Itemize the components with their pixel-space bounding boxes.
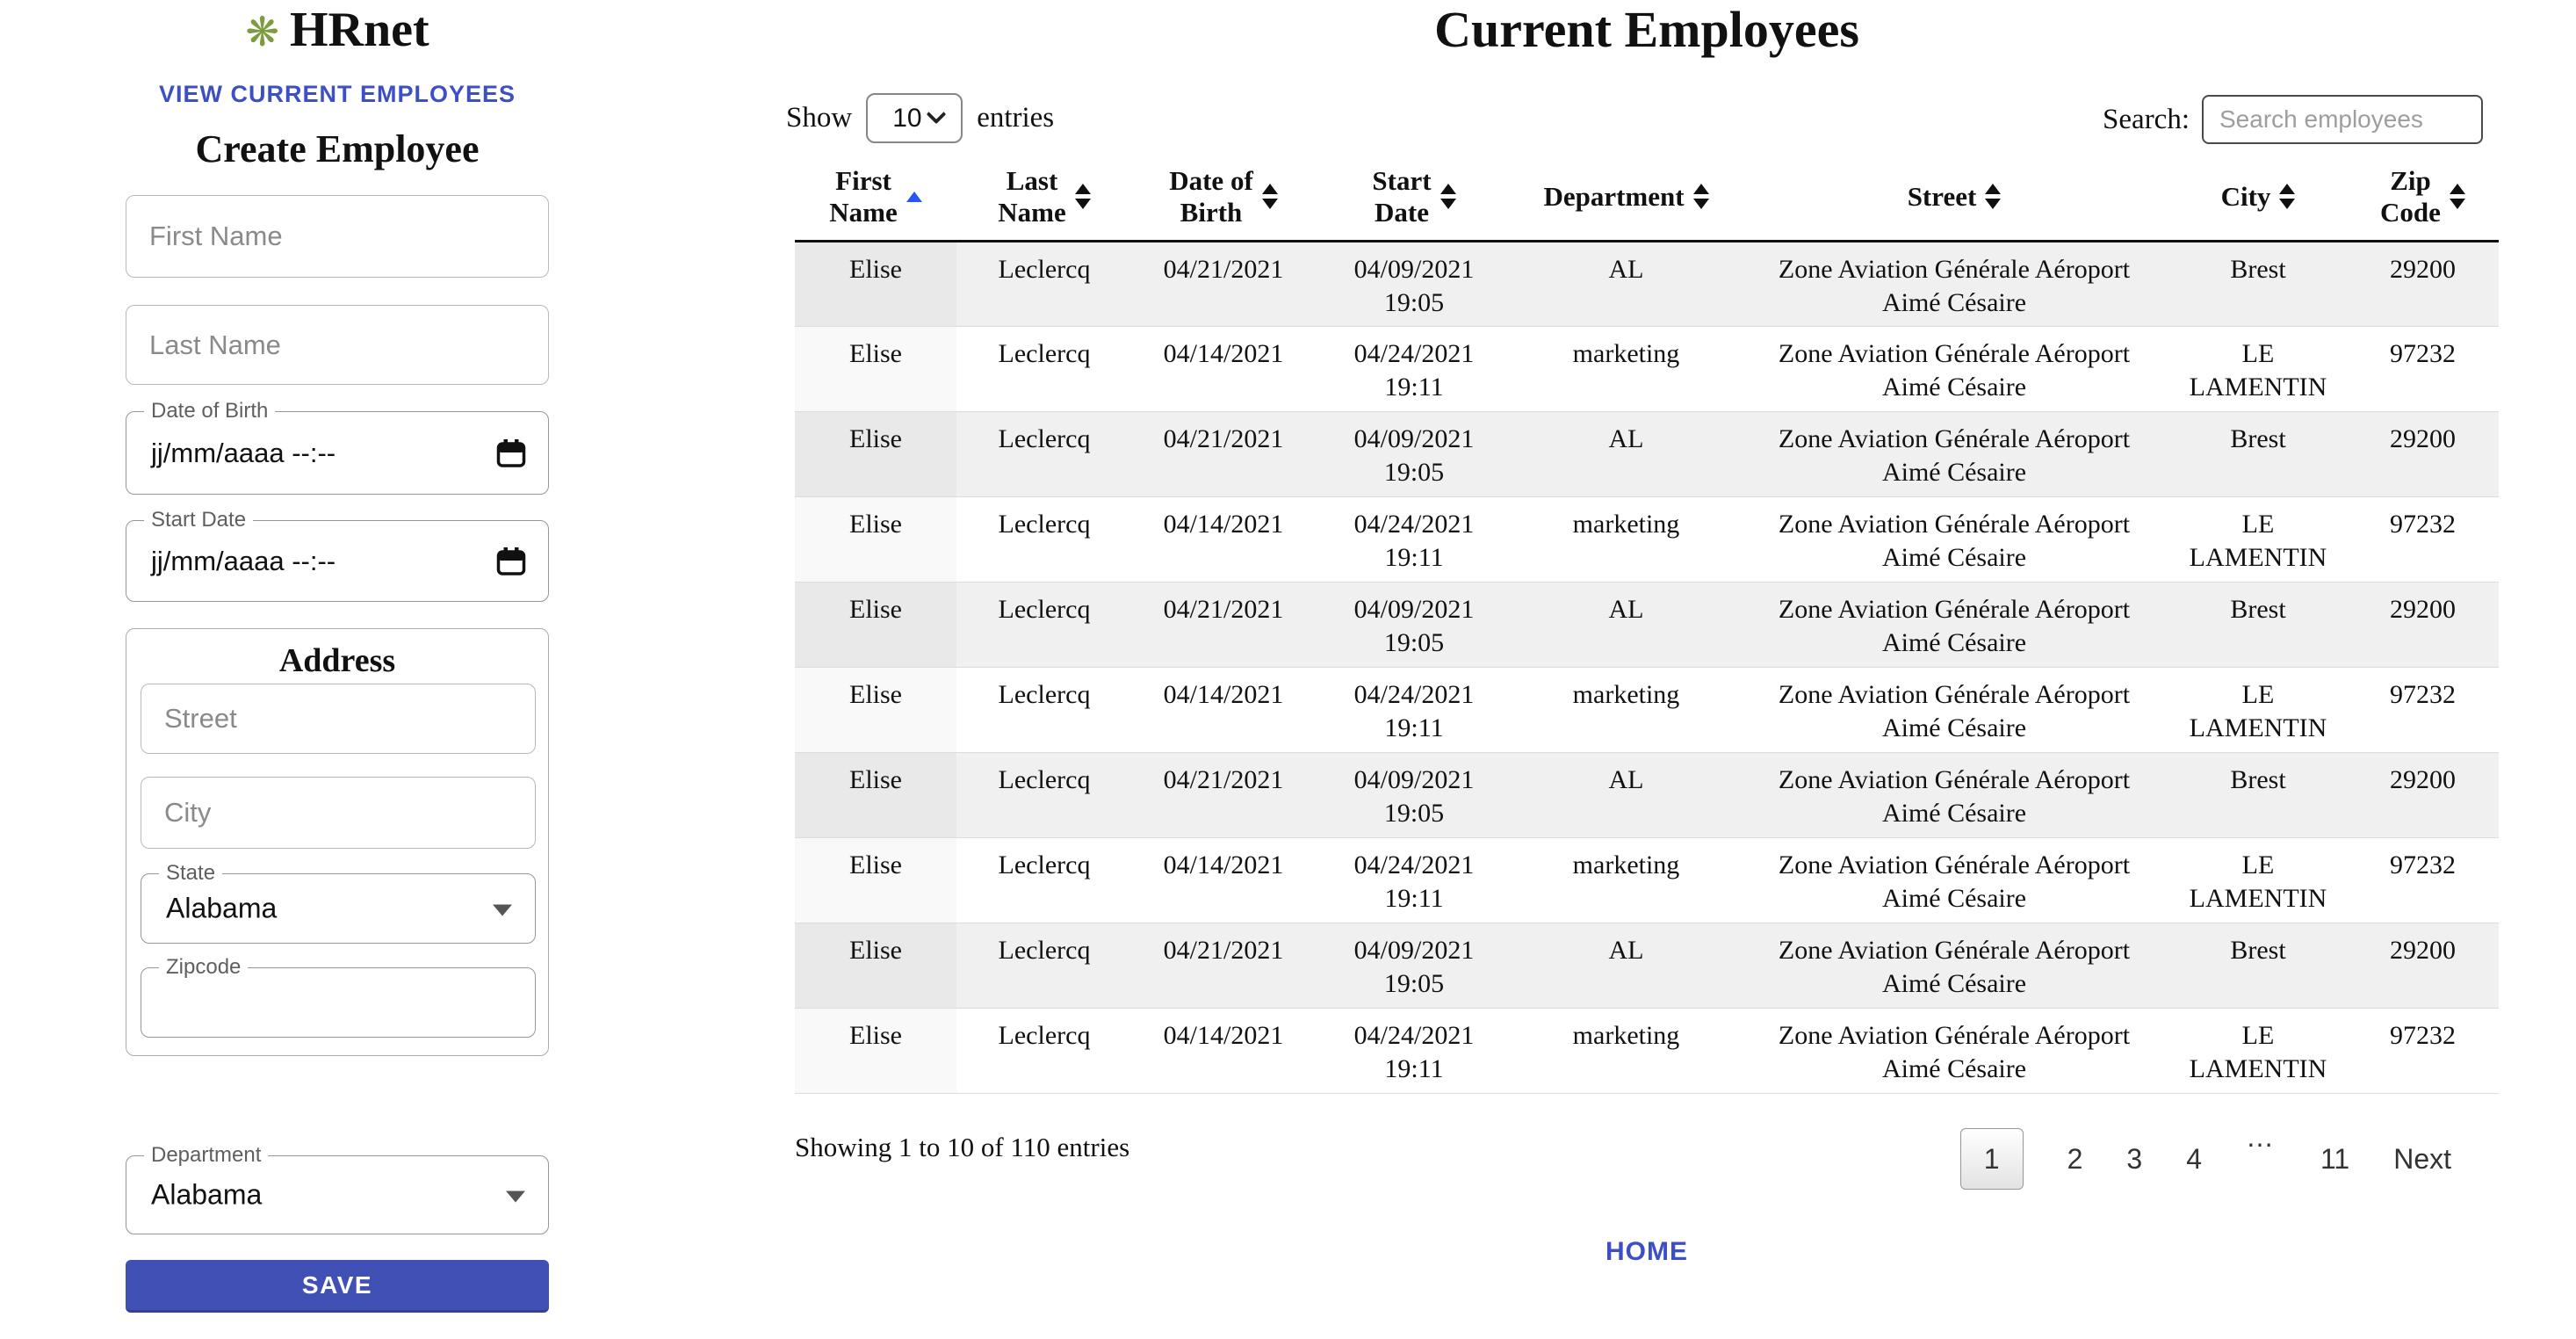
department-label: Department <box>144 1143 268 1168</box>
cell-city: Brest <box>2169 923 2347 1009</box>
cell-last-name: Leclercq <box>956 412 1132 497</box>
header-date-of-birth[interactable]: Date of Birth <box>1132 156 1315 242</box>
app-brand <box>126 2 549 58</box>
employees-table <box>795 156 2499 1094</box>
cell-street: Zone Aviation Générale Aéroport Aimé Césaire <box>1739 1009 2169 1094</box>
table-row <box>795 923 2499 1009</box>
cell-start-date: 04/09/2021 19:05 <box>1315 412 1513 497</box>
flower-logo-icon: ❋ <box>245 8 279 55</box>
cell-street: Zone Aviation Générale Aéroport Aimé Césaire <box>1739 583 2169 668</box>
chevron-down-icon <box>927 105 947 125</box>
cell-department: AL <box>1513 583 1739 668</box>
next-page-button[interactable]: Next <box>2393 1142 2451 1175</box>
cell-department: marketing <box>1513 1009 1739 1094</box>
calendar-icon[interactable] <box>495 546 527 577</box>
street-input[interactable] <box>141 684 536 754</box>
page-title: Current Employees <box>1434 1 1859 58</box>
cell-start-date: 04/24/2021 19:11 <box>1315 668 1513 753</box>
table-row <box>795 838 2499 923</box>
cell-street: Zone Aviation Générale Aéroport Aimé Césaire <box>1739 242 2169 327</box>
cell-zip-code: 29200 <box>2347 412 2499 497</box>
cell-date-of-birth: 04/21/2021 <box>1132 583 1315 668</box>
sort-both-icon <box>1693 184 1709 209</box>
cell-street: Zone Aviation Générale Aéroport Aimé Césaire <box>1739 497 2169 583</box>
home-link[interactable]: HOME <box>1605 1237 1688 1266</box>
page-button-4[interactable]: 4 <box>2186 1142 2202 1175</box>
search-label: Search: <box>2103 103 2190 135</box>
zipcode-label: Zipcode <box>159 955 248 980</box>
header-start-date[interactable]: Start Date <box>1315 156 1513 242</box>
view-current-employees-link[interactable]: VIEW CURRENT EMPLOYEES <box>158 81 516 107</box>
pagination <box>1960 1121 2451 1190</box>
cell-department: AL <box>1513 923 1739 1009</box>
cell-first-name: Elise <box>795 327 956 412</box>
cell-last-name: Leclercq <box>956 753 1132 838</box>
cell-first-name: Elise <box>795 497 956 583</box>
address-section <box>126 628 549 1056</box>
start-date-value[interactable]: jj/mm/aaaa --:-- <box>151 545 336 576</box>
table-header-row <box>795 156 2499 242</box>
date-of-birth-value[interactable]: jj/mm/aaaa --:-- <box>151 437 336 468</box>
search-control <box>2103 95 2483 144</box>
cell-zip-code: 97232 <box>2347 668 2499 753</box>
cell-start-date: 04/09/2021 19:05 <box>1315 583 1513 668</box>
cell-department: AL <box>1513 412 1739 497</box>
table-row <box>795 753 2499 838</box>
table-row <box>795 1009 2499 1094</box>
cell-first-name: Elise <box>795 838 956 923</box>
department-select[interactable] <box>126 1143 549 1234</box>
table-row <box>795 668 2499 753</box>
cell-city: LE LAMENTIN <box>2169 668 2347 753</box>
cell-start-date: 04/09/2021 19:05 <box>1315 753 1513 838</box>
department-value: Alabama <box>151 1178 263 1211</box>
cell-department: AL <box>1513 753 1739 838</box>
app-title: HRnet <box>289 3 429 57</box>
last-name-input[interactable] <box>126 305 549 385</box>
page-button-1[interactable]: 1 <box>1960 1128 2024 1190</box>
table-row <box>795 497 2499 583</box>
state-select[interactable] <box>141 861 536 944</box>
show-label: Show <box>786 102 853 134</box>
page-length-select[interactable] <box>866 93 963 143</box>
cell-city: LE LAMENTIN <box>2169 327 2347 412</box>
cell-first-name: Elise <box>795 668 956 753</box>
city-input[interactable] <box>141 777 536 849</box>
page-length-value: 10 <box>892 103 922 133</box>
create-employee-title: Create Employee <box>195 127 480 170</box>
save-button[interactable]: SAVE <box>126 1260 549 1313</box>
cell-date-of-birth: 04/21/2021 <box>1132 412 1315 497</box>
cell-last-name: Leclercq <box>956 923 1132 1009</box>
header-first-name[interactable]: First Name <box>795 156 956 242</box>
address-title: Address <box>278 642 396 679</box>
create-employee-panel <box>126 0 549 1339</box>
cell-department: marketing <box>1513 497 1739 583</box>
current-employees-panel <box>786 0 2499 1339</box>
cell-zip-code: 29200 <box>2347 242 2499 327</box>
cell-date-of-birth: 04/21/2021 <box>1132 923 1315 1009</box>
cell-first-name: Elise <box>795 923 956 1009</box>
sort-both-icon <box>1075 184 1091 209</box>
cell-date-of-birth: 04/21/2021 <box>1132 242 1315 327</box>
cell-street: Zone Aviation Générale Aéroport Aimé Césaire <box>1739 668 2169 753</box>
header-department[interactable]: Department <box>1513 156 1739 242</box>
header-street[interactable]: Street <box>1739 156 2169 242</box>
cell-date-of-birth: 04/14/2021 <box>1132 497 1315 583</box>
cell-department: marketing <box>1513 327 1739 412</box>
cell-city: Brest <box>2169 753 2347 838</box>
cell-date-of-birth: 04/21/2021 <box>1132 753 1315 838</box>
sort-both-icon <box>1262 184 1278 209</box>
cell-start-date: 04/24/2021 19:11 <box>1315 1009 1513 1094</box>
zipcode-field[interactable] <box>141 955 536 1038</box>
cell-zip-code: 97232 <box>2347 497 2499 583</box>
cell-city: LE LAMENTIN <box>2169 1009 2347 1094</box>
page-button-2[interactable]: 2 <box>2067 1142 2083 1175</box>
dropdown-caret-icon[interactable] <box>493 904 512 916</box>
cell-date-of-birth: 04/14/2021 <box>1132 838 1315 923</box>
cell-street: Zone Aviation Générale Aéroport Aimé Césaire <box>1739 753 2169 838</box>
cell-department: marketing <box>1513 838 1739 923</box>
cell-street: Zone Aviation Générale Aéroport Aimé Césaire <box>1739 327 2169 412</box>
start-date-label: Start Date <box>144 508 253 532</box>
cell-city: LE LAMENTIN <box>2169 838 2347 923</box>
state-value: Alabama <box>166 892 278 924</box>
sort-both-icon <box>1440 184 1456 209</box>
cell-date-of-birth: 04/14/2021 <box>1132 327 1315 412</box>
table-summary: Showing 1 to 10 of 110 entries <box>795 1132 1130 1162</box>
cell-first-name: Elise <box>795 1009 956 1094</box>
cell-last-name: Leclercq <box>956 838 1132 923</box>
cell-start-date: 04/24/2021 19:11 <box>1315 838 1513 923</box>
sort-asc-icon <box>906 192 922 202</box>
cell-zip-code: 29200 <box>2347 923 2499 1009</box>
cell-start-date: 04/09/2021 19:05 <box>1315 923 1513 1009</box>
cell-first-name: Elise <box>795 412 956 497</box>
cell-department: AL <box>1513 242 1739 327</box>
cell-zip-code: 29200 <box>2347 583 2499 668</box>
state-label: State <box>159 861 222 886</box>
sort-both-icon <box>1985 184 2001 209</box>
cell-street: Zone Aviation Générale Aéroport Aimé Césaire <box>1739 412 2169 497</box>
cell-last-name: Leclercq <box>956 497 1132 583</box>
header-zip-code[interactable]: Zip Code <box>2347 156 2499 242</box>
cell-last-name: Leclercq <box>956 668 1132 753</box>
date-of-birth-label: Date of Birth <box>144 399 275 423</box>
cell-start-date: 04/09/2021 19:05 <box>1315 242 1513 327</box>
cell-street: Zone Aviation Générale Aéroport Aimé Césaire <box>1739 838 2169 923</box>
header-city[interactable]: City <box>2169 156 2347 242</box>
cell-city: LE LAMENTIN <box>2169 497 2347 583</box>
cell-last-name: Leclercq <box>956 583 1132 668</box>
cell-first-name: Elise <box>795 242 956 327</box>
start-date-field[interactable] <box>126 508 549 602</box>
first-name-input[interactable] <box>126 195 549 278</box>
cell-zip-code: 97232 <box>2347 838 2499 923</box>
table-row <box>795 412 2499 497</box>
cell-zip-code: 97232 <box>2347 327 2499 412</box>
cell-start-date: 04/24/2021 19:11 <box>1315 327 1513 412</box>
cell-last-name: Leclercq <box>956 327 1132 412</box>
table-row <box>795 327 2499 412</box>
sort-both-icon <box>2279 184 2295 209</box>
cell-street: Zone Aviation Générale Aéroport Aimé Césaire <box>1739 923 2169 1009</box>
employee-table-body <box>795 242 2499 1094</box>
table-row <box>795 242 2499 327</box>
cell-last-name: Leclercq <box>956 242 1132 327</box>
pagination-ellipsis: … <box>2245 1121 2277 1153</box>
page-length-control <box>786 93 1054 143</box>
header-last-name[interactable]: Last Name <box>956 156 1132 242</box>
cell-city: Brest <box>2169 583 2347 668</box>
calendar-icon[interactable] <box>495 438 527 469</box>
cell-department: marketing <box>1513 668 1739 753</box>
cell-last-name: Leclercq <box>956 1009 1132 1094</box>
cell-zip-code: 97232 <box>2347 1009 2499 1094</box>
cell-start-date: 04/24/2021 19:11 <box>1315 497 1513 583</box>
table-row <box>795 583 2499 668</box>
page-button-11[interactable]: 11 <box>2320 1142 2350 1175</box>
cell-date-of-birth: 04/14/2021 <box>1132 1009 1315 1094</box>
cell-city: Brest <box>2169 242 2347 327</box>
cell-date-of-birth: 04/14/2021 <box>1132 668 1315 753</box>
cell-city: Brest <box>2169 412 2347 497</box>
page-button-3[interactable]: 3 <box>2126 1142 2143 1175</box>
dropdown-caret-icon[interactable] <box>506 1191 525 1202</box>
sort-both-icon <box>2450 184 2465 209</box>
entries-label: entries <box>977 102 1055 134</box>
cell-zip-code: 29200 <box>2347 753 2499 838</box>
cell-first-name: Elise <box>795 583 956 668</box>
search-input[interactable] <box>2202 95 2483 144</box>
cell-first-name: Elise <box>795 753 956 838</box>
date-of-birth-field[interactable] <box>126 399 549 495</box>
